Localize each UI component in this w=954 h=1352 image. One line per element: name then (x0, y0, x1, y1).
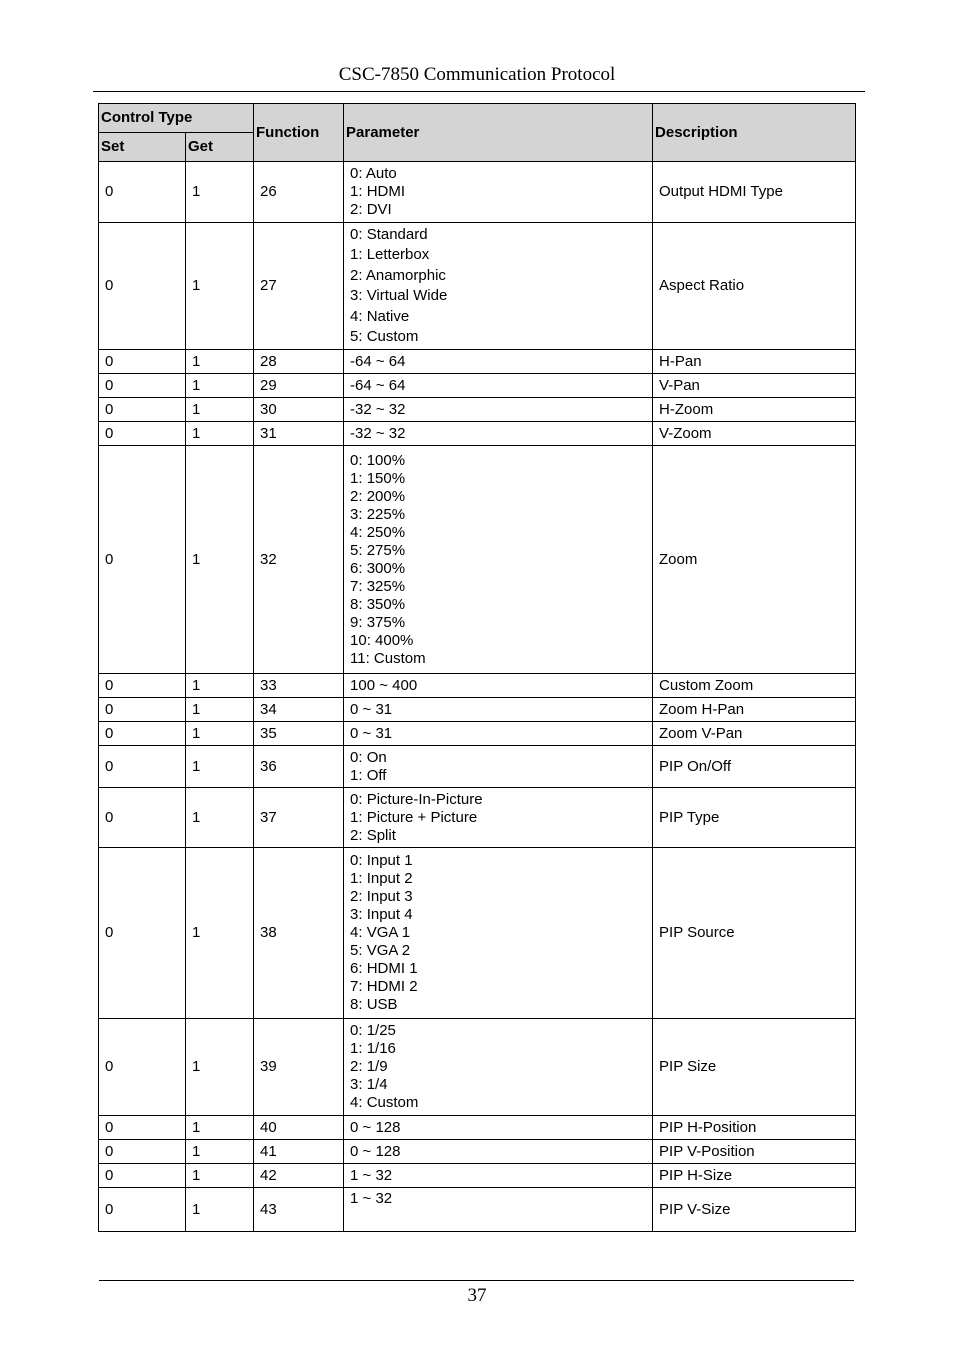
parameter-line: -32 ~ 32 (350, 400, 406, 418)
parameter-line: 3: 1/4 (350, 1076, 388, 1093)
parameter-line: 8: 350% (350, 595, 406, 613)
description-cell: PIP V-Size (653, 1188, 856, 1232)
description-cell: H-Zoom (653, 398, 856, 422)
parameter-line: 2: Split (350, 826, 396, 844)
parameter-line: -32 ~ 32 (350, 424, 406, 442)
parameter-line: 0: Auto (350, 165, 397, 182)
parameter-line: 2: Anamorphic (350, 266, 446, 284)
parameter-line: 5: Custom (350, 328, 419, 345)
header-row-1 (99, 104, 856, 133)
description-cell: V-Pan (653, 374, 856, 398)
table-row (99, 223, 856, 350)
description-cell: H-Pan (653, 350, 856, 374)
parameter-cell (344, 398, 653, 422)
parameter-line: 7: HDMI 2 (350, 978, 418, 995)
parameter-cell (344, 698, 653, 722)
parameter-line: 0 ~ 128 (350, 1118, 401, 1136)
description-cell: Custom Zoom (653, 674, 856, 698)
parameter-line: 3: Input 4 (350, 906, 413, 923)
parameter-line: 1: 150% (350, 469, 406, 487)
parameter-line: 1: Letterbox (350, 246, 430, 263)
set-cell: 0 (99, 398, 186, 422)
parameter-line: 1 ~ 32 (350, 1190, 393, 1207)
set-cell: 0 (99, 162, 186, 223)
set-cell: 0 (99, 698, 186, 722)
parameter-line: 0: Input 1 (350, 852, 413, 869)
description-cell: Zoom H-Pan (653, 698, 856, 722)
parameter-cell (344, 848, 653, 1019)
parameter-line: 10: 400% (350, 631, 414, 649)
parameter-cell (344, 1188, 653, 1232)
set-cell: 0 (99, 350, 186, 374)
parameter-line: 100 ~ 400 (350, 676, 418, 694)
get-cell: 1 (186, 162, 254, 223)
parameter-line: 5: VGA 2 (350, 942, 411, 959)
function-cell: 37 (254, 788, 344, 848)
function-cell: 41 (254, 1140, 344, 1164)
parameter-cell (344, 746, 653, 788)
get-cell: 1 (186, 223, 254, 350)
set-cell: 0 (99, 374, 186, 398)
description-cell: PIP Size (653, 1019, 856, 1116)
description-cell: PIP On/Off (653, 746, 856, 788)
set-cell: 0 (99, 1140, 186, 1164)
parameter-line: 3: 225% (350, 505, 406, 523)
table-row (99, 1188, 856, 1232)
parameter-header: Parameter (344, 104, 653, 162)
get-cell: 1 (186, 722, 254, 746)
parameter-line: 0: On (350, 748, 387, 766)
parameter-line: 1: 1/16 (350, 1040, 396, 1057)
description-cell: PIP H-Position (653, 1116, 856, 1140)
set-cell: 0 (99, 1019, 186, 1116)
set-cell: 0 (99, 848, 186, 1019)
page-number: 37 (467, 1285, 487, 1306)
table-row (99, 350, 856, 374)
function-cell: 34 (254, 698, 344, 722)
parameter-line: 2: 200% (350, 487, 406, 505)
function-cell: 43 (254, 1188, 344, 1232)
description-cell: PIP V-Position (653, 1140, 856, 1164)
get-cell: 1 (186, 1140, 254, 1164)
parameter-cell (344, 162, 653, 223)
get-cell: 1 (186, 788, 254, 848)
parameter-cell (344, 722, 653, 746)
set-cell: 0 (99, 422, 186, 446)
get-cell: 1 (186, 1164, 254, 1188)
parameter-cell (344, 1019, 653, 1116)
function-cell: 33 (254, 674, 344, 698)
set-cell: 0 (99, 1164, 186, 1188)
control-type-header: Control Type (99, 104, 254, 133)
function-cell: 35 (254, 722, 344, 746)
get-cell: 1 (186, 1116, 254, 1140)
description-cell: PIP Source (653, 848, 856, 1019)
set-cell: 0 (99, 788, 186, 848)
table-row (99, 674, 856, 698)
parameter-line: 0 ~ 31 (350, 724, 393, 742)
parameter-line: 6: 300% (350, 559, 406, 577)
parameter-cell (344, 223, 653, 350)
parameter-line: 4: Native (350, 307, 410, 325)
parameter-cell (344, 374, 653, 398)
parameter-line: 8: USB (350, 996, 398, 1013)
table-header (99, 104, 856, 162)
function-cell: 38 (254, 848, 344, 1019)
parameter-line: -64 ~ 64 (350, 376, 406, 394)
parameter-line: 9: 375% (350, 613, 406, 631)
parameter-line: 0 ~ 128 (350, 1142, 401, 1160)
set-cell: 0 (99, 722, 186, 746)
set-header: Set (99, 133, 186, 162)
table-row (99, 698, 856, 722)
protocol-table (98, 103, 856, 1232)
parameter-line: 1: HDMI (350, 183, 406, 200)
table-row (99, 848, 856, 1019)
parameter-line: 2: DVI (350, 201, 392, 218)
parameter-cell (344, 788, 653, 848)
function-cell: 26 (254, 162, 344, 223)
get-cell: 1 (186, 374, 254, 398)
parameter-line: 4: Custom (350, 1094, 419, 1111)
get-cell: 1 (186, 350, 254, 374)
description-cell: V-Zoom (653, 422, 856, 446)
function-cell: 29 (254, 374, 344, 398)
parameter-line: 4: VGA 1 (350, 924, 411, 941)
table-row (99, 1140, 856, 1164)
description-cell: Zoom V-Pan (653, 722, 856, 746)
header-rule (93, 91, 865, 92)
parameter-line: 1: Off (350, 766, 387, 784)
set-cell: 0 (99, 446, 186, 674)
function-cell: 28 (254, 350, 344, 374)
parameter-line: 4: 250% (350, 523, 406, 541)
description-cell: Zoom (653, 446, 856, 674)
function-cell: 39 (254, 1019, 344, 1116)
get-cell: 1 (186, 398, 254, 422)
parameter-line: 3: Virtual Wide (350, 287, 448, 304)
table-row (99, 746, 856, 788)
parameter-line: 0 ~ 31 (350, 700, 393, 718)
table-row (99, 446, 856, 674)
function-cell: 30 (254, 398, 344, 422)
parameter-line: 0: 100% (350, 451, 406, 469)
table-row (99, 422, 856, 446)
table-row (99, 1116, 856, 1140)
parameter-line: 1 ~ 32 (350, 1166, 393, 1184)
footer-rule (99, 1280, 854, 1281)
set-cell: 0 (99, 223, 186, 350)
get-header: Get (186, 133, 254, 162)
table-body (99, 162, 856, 1232)
parameter-line: -64 ~ 64 (350, 352, 406, 370)
function-cell: 27 (254, 223, 344, 350)
table-row (99, 1019, 856, 1116)
function-cell: 31 (254, 422, 344, 446)
get-cell: 1 (186, 1019, 254, 1116)
description-cell: Output HDMI Type (653, 162, 856, 223)
parameter-cell (344, 1140, 653, 1164)
description-cell: Aspect Ratio (653, 223, 856, 350)
parameter-cell (344, 350, 653, 374)
get-cell: 1 (186, 1188, 254, 1232)
function-cell: 42 (254, 1164, 344, 1188)
get-cell: 1 (186, 848, 254, 1019)
table-row (99, 162, 856, 223)
get-cell: 1 (186, 698, 254, 722)
table-row (99, 788, 856, 848)
set-cell: 0 (99, 1116, 186, 1140)
parameter-line: 2: Input 3 (350, 888, 413, 905)
function-header: Function (254, 104, 344, 162)
get-cell: 1 (186, 746, 254, 788)
parameter-line: 1: Input 2 (350, 870, 413, 887)
parameter-line: 0: Standard (350, 225, 428, 243)
parameter-cell (344, 1116, 653, 1140)
get-cell: 1 (186, 674, 254, 698)
table-row (99, 398, 856, 422)
description-cell: PIP Type (653, 788, 856, 848)
parameter-cell (344, 1164, 653, 1188)
parameter-line: 7: 325% (350, 577, 406, 595)
page-header-title: CSC-7850 Communication Protocol (338, 64, 616, 85)
table-row (99, 1164, 856, 1188)
parameter-cell (344, 422, 653, 446)
parameter-line: 0: 1/25 (350, 1022, 396, 1039)
get-cell: 1 (186, 422, 254, 446)
description-cell: PIP H-Size (653, 1164, 856, 1188)
parameter-line: 2: 1/9 (350, 1058, 388, 1075)
parameter-line: 11: Custom (350, 649, 426, 667)
parameter-line: 1: Picture + Picture (350, 808, 478, 826)
set-cell: 0 (99, 1188, 186, 1232)
parameter-cell (344, 674, 653, 698)
table-row (99, 374, 856, 398)
table-row (99, 722, 856, 746)
function-cell: 36 (254, 746, 344, 788)
function-cell: 40 (254, 1116, 344, 1140)
set-cell: 0 (99, 746, 186, 788)
parameter-line: 6: HDMI 1 (350, 960, 418, 977)
parameter-cell (344, 446, 653, 674)
function-cell: 32 (254, 446, 344, 674)
get-cell: 1 (186, 446, 254, 674)
parameter-line: 0: Picture-In-Picture (350, 790, 483, 808)
description-header: Description (653, 104, 856, 162)
parameter-line: 5: 275% (350, 541, 406, 559)
set-cell: 0 (99, 674, 186, 698)
